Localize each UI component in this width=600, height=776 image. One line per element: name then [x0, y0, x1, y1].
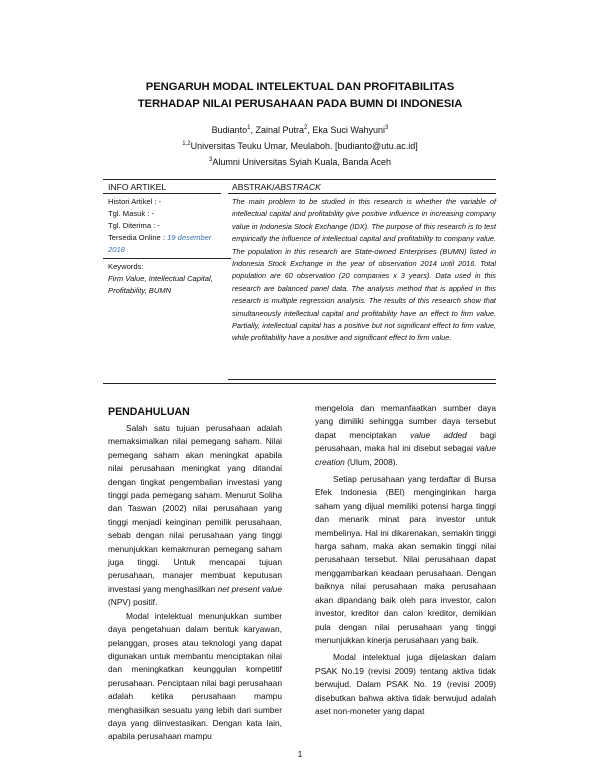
rp0-italic-1: value added: [410, 429, 467, 440]
affiliation-2-text: Alumni Universitas Syiah Kuala, Banda Aceh: [212, 157, 391, 167]
author-line: [0, 121, 600, 137]
article-info: [108, 196, 226, 297]
right-paragraph-1: Setiap perusahaan yang terdaftar di Bursa Efek Indonesia (BEI) menginginkan harga saham yang dijual memiliki potensi harga tinggi dan menarik minat para investor untuk membelinya. Hal ini dikarenakan, semakin tinggi harga saham, maka akan semakin tinggi nilai perusahaan tersebut. Nilai perusahaan dapat menggambarkan keadaan perusahaan. Dengan baiknya nilai perusahaan maka perusahaan akan dipandang baik oleh para investor, calon investor, kreditor dan calon kreditor, demikian pula dengan nilai perusahaan yang tinggi menunjukkan kinerja perusahaan yang baik.: [315, 474, 496, 645]
author-2-sup: 2: [304, 125, 308, 131]
lp1-text: Salah satu tujuan perusahaan adalah memaksimalkan nilai pemegang saham. Nilai pemegang saham akan meningkat apabila nilai perusahaan meningkat yang ditandai dengan tingkat pengembalian investasi yang tinggi pada pemegang saham. Menurut Soliha dan Taswan (2002) nilai perusahaan yang tinggi menjadi keinginan pemilik perusahaan, sebab dengan nilai perusahaan yang tinggi menunjukkan kemakmuran pemegang saham juga tinggi. Untuk mencapai tujuan perusahaan, manajer membuat keputusan investasi yang menghasilkan: [108, 423, 282, 594]
abstract-rule: [228, 193, 496, 194]
author-1-sup: 1: [247, 125, 251, 131]
abstract-header-plain: ABSTRAK/: [232, 182, 275, 192]
author-3-sup: 3: [385, 125, 389, 131]
page-number: 1: [297, 749, 303, 759]
keywords-rule: [103, 258, 231, 259]
lp1-end: (NPV) positif.: [108, 597, 158, 608]
abstract-header-italic: ABSTRACK: [274, 182, 321, 192]
affiliation-1-sup: 1,2: [182, 141, 191, 147]
right-column: [315, 402, 496, 718]
affiliation-1-text: Universitas Teuku Umar, Meulaboh. [budianto@utu.ac.id]: [190, 141, 418, 151]
right-paragraph-0: [315, 402, 496, 469]
abstract-bottom-rule: [228, 379, 496, 380]
rp0-text: mengelola dan memanfaatkan sumber daya yang dimiliki sehingga sumber daya tersebut dapat menciptakan: [315, 403, 496, 440]
info-rule: [103, 193, 221, 194]
right-paragraph-2: Modal intelektual juga dijelaskan dalam PSAK No.19 (revisi 2009) tentang aktiva tidak berwujud. Dalam PSAK No. 19 (revisi 2009) disebutkan bahwa aktiva tidak berwujud adalah aset non-moneter yang dapat: [315, 652, 496, 716]
online-date-value: 19 desember 2018: [108, 233, 212, 254]
title-line-2: TERHADAP NILAI PERUSAHAAN PADA BUMN DI INDONESIA: [137, 98, 463, 110]
abstract-header: [232, 182, 321, 192]
rp0-end: (Ulum, 2008).: [344, 456, 398, 467]
paper-title: [0, 79, 600, 113]
online-date: [108, 232, 226, 256]
author-3: , Eka Suci Wahyuni: [307, 125, 386, 135]
left-column: [108, 422, 282, 744]
lp1-italic: net present value: [217, 583, 282, 594]
title-line-1: PENGARUH MODAL INTELEKTUAL DAN PROFITABILITAS: [145, 81, 455, 93]
top-rule: [103, 179, 496, 180]
author-1: Budianto: [211, 125, 248, 135]
bottom-rule: [103, 383, 496, 384]
abstract-text: The main problem to be studied in this research is whether the variable of intellectual capital and profitability give positive influence in increasing company value in Indonesia Stock Exchange (IDX). The purpose of this research is to test empirically the influence of intellectual capital and profitability to company value. The population in this research are State-owned Enterprises (BUMN) listed in Indonesia Stock Exchange in the year of observation 2014 until 2016. Total population are 60 observation (20 companies x 3 years). Data used in this research are balanced panel data. The analysis method that is applied in this research is multiple regression analysis. The results of this research show that simultaneously intellectual capital and profitability have an effect to firm value. Partially, intellectual capital has a positive but not significant effect to firm value, while profitability have a positive and significant effect to firm value.: [232, 197, 496, 343]
rp0-italic-2: value creation: [315, 443, 496, 467]
affiliation-1: [0, 137, 600, 153]
keywords-label: Keywords:: [108, 262, 144, 271]
info-header: INFO ARTIKEL: [108, 182, 167, 192]
accepted-date: Tgl. Diterima : -: [108, 221, 160, 230]
section-heading: PENDAHULUAN: [108, 406, 190, 418]
affiliation-2-sup: 3: [209, 157, 213, 163]
author-block: [0, 121, 600, 169]
online-label: Tersedia Online :: [108, 233, 168, 242]
keywords-list: Firm Value, Intellectual Capital, Profitability, BUMN: [108, 274, 213, 295]
affiliation-2: [0, 153, 600, 169]
left-paragraph-2: Modal intelektual menunjukkan sumber daya pengetahuan dalam bentuk karyawan, pelanggan, proses atau teknologi yang dapat digunakan untuk membantu menciptakan nilai dan meningkatkan keunggulan kompetitif perusahaan. Penciptaan nilai bagi perusahaan adalah ketika perusahaan mampu menghasilkan sesuatu yang lebih dari sumber daya yang diinvestasikan. Dengan kata lain, apabila perusahaan mampu: [108, 610, 282, 742]
rp0-mid: bagi perusahaan, maka hal ini disebut sebagai: [315, 429, 496, 454]
left-paragraph-1: [108, 422, 282, 610]
received-date: Tgl. Masuk : -: [108, 209, 154, 218]
history: Histori Artikel : -: [108, 197, 162, 206]
author-2: , Zainal Putra: [250, 125, 304, 135]
